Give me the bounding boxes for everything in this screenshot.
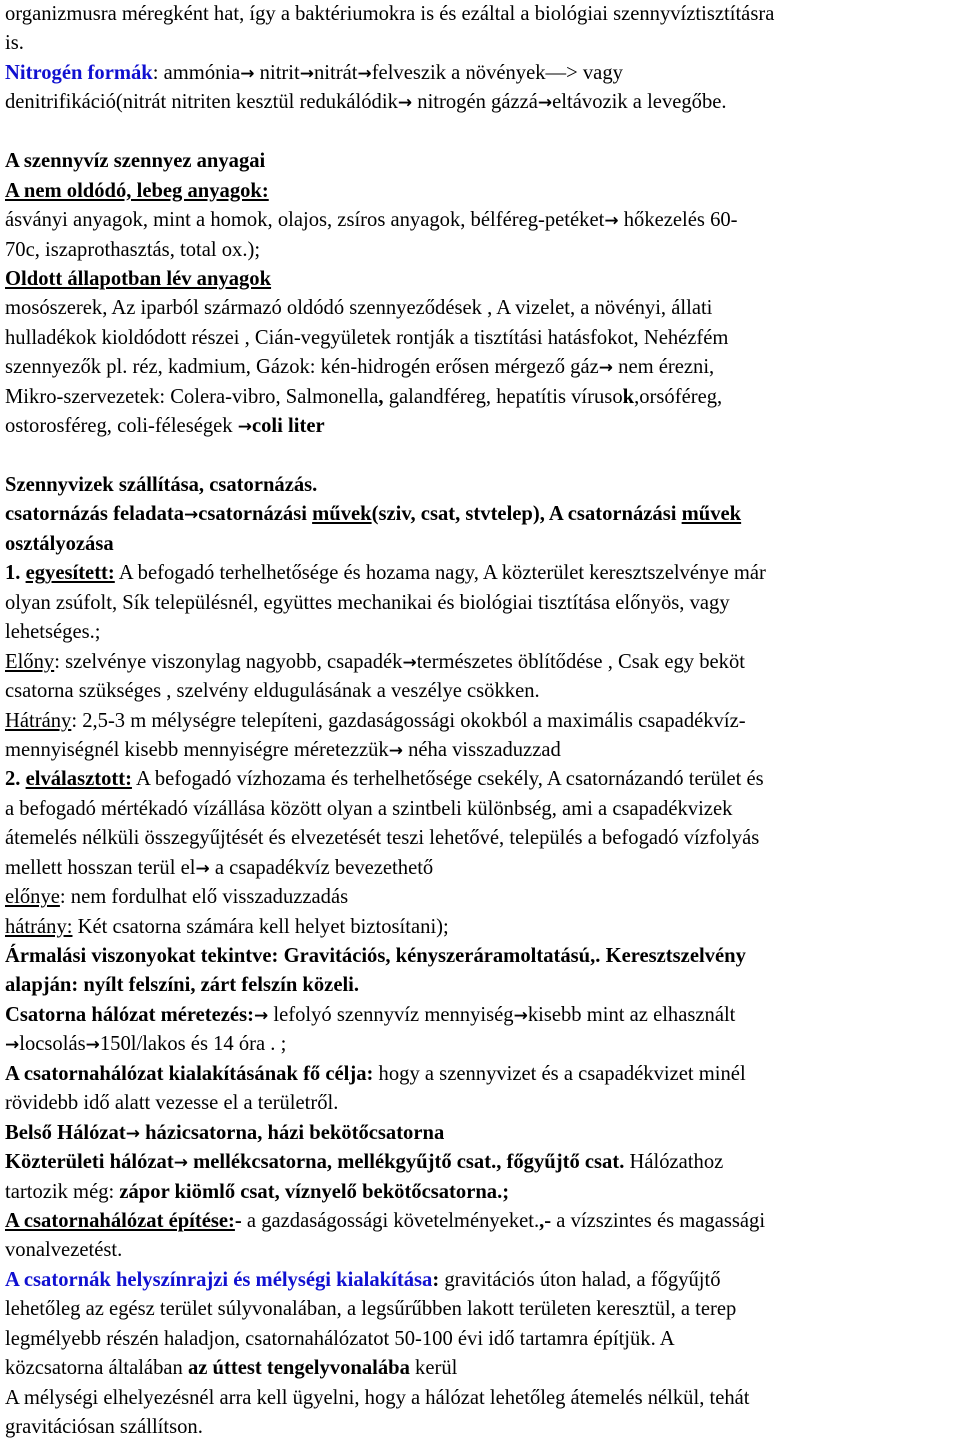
text-run: hátrány: (5, 915, 73, 938)
text-line (5, 177, 956, 206)
text-run: Közterületi hálózat (5, 1151, 174, 1174)
text-run: Szennyvizek szállítása, csatornázás. (5, 474, 318, 496)
blank-line (5, 442, 956, 471)
text-run: a gazdaságossági követelményeket. (241, 1209, 540, 1232)
text-line (5, 1325, 956, 1354)
text-line (5, 500, 956, 529)
text-run: eltávozik a levegőbe. (552, 91, 727, 114)
text-line (5, 913, 956, 942)
text-run: mellékcsatorna, mellékgyűjtő csat., főgyűjtő csat. (187, 1151, 625, 1174)
text-line (5, 648, 956, 677)
text-run: mosószerek, Az iparból származó oldódó szennyeződések , A vizelet, a növényi, állati (5, 297, 713, 320)
text-run: Hátrány (5, 709, 72, 732)
text-run: , (378, 385, 384, 408)
text-line (5, 1207, 956, 1236)
text-run: tartozik még: (5, 1180, 120, 1203)
text-run: : ammónia (152, 61, 241, 84)
text-run: A csatornák helyszínrajzi és mélységi kialakítása (5, 1268, 433, 1291)
text-run: házicsatorna, házi bekötőcsatorna (139, 1121, 445, 1144)
text-line (5, 1354, 956, 1383)
text-run: csatorna szükséges , szelvény eldugulásának a veszélye csökken. (5, 680, 540, 703)
text-line (5, 559, 956, 588)
text-line (5, 1178, 956, 1207)
text-run: felveszik a növények—> vagy (371, 61, 623, 84)
text-run: ,- (539, 1209, 552, 1232)
text-run: osztályozása (5, 532, 114, 555)
text-run: nitrit (254, 61, 300, 84)
text-run: coli liter (251, 415, 325, 438)
arrow-right-icon: → (240, 63, 255, 84)
text-line (5, 795, 956, 824)
text-run: legmélyebb részén haladjon, csatornahálózatot 50-100 évi idő tartamra építjük. A (5, 1327, 675, 1350)
text-run: szennyezők pl. réz, kadmium, Gázok: kén-hidrogén erősen mérgező gáz (5, 356, 599, 379)
arrow-right-icon: → (513, 1005, 528, 1026)
text-run: mellett hosszan terül el (5, 856, 196, 879)
text-run: gravitációs úton halad, a főgyűjtő (439, 1268, 721, 1291)
text-run: A mélységi elhelyezésnél arra kell ügyelni, hogy a hálózat lehetőleg átemelés nélkül, tehát (5, 1386, 750, 1409)
text-run: A nem oldódó, lebeg anyagok: (5, 179, 269, 202)
text-line (5, 707, 956, 736)
text-line (5, 1089, 956, 1118)
text-run: A szennyvíz szennyez anyagai (5, 150, 266, 173)
text-run: Csatorna hálózat méretezés: (5, 1003, 254, 1026)
text-line (5, 0, 956, 29)
text-run: rövidebb idő alatt vezesse el a területről. (5, 1092, 339, 1115)
text-run: lehetőleg az egész terület súlyvonalában, a legsűrűbben lakott területen keresztül, a terep (5, 1298, 737, 1321)
arrow-right-icon: → (253, 1005, 269, 1026)
text-run: galandféreg, hepatítis víruso (383, 385, 623, 408)
text-line (5, 1148, 956, 1177)
text-run: hulladékok kioldódott részei , Cián-vegyületek rontják a tisztítási hatásfokot, Nehézfém (5, 326, 729, 349)
text-line (5, 854, 956, 883)
text-run: művek (312, 503, 372, 526)
text-line (5, 59, 956, 88)
text-run: művek (681, 503, 742, 526)
text-run: Ármalási viszonyokat tekintve: Gravitációs, kényszeráramoltatású,. Keresztszelvény (5, 945, 746, 967)
text-line (5, 412, 956, 441)
text-run: kerül (409, 1357, 458, 1380)
text-line (5, 1295, 956, 1324)
text-run: ostorosféreg, coli-féleségek (5, 415, 238, 438)
text-line (5, 942, 956, 971)
text-run: Mikro-szervezetek: Colera-vibro, Salmonella (5, 385, 379, 408)
text-run: előnye (5, 886, 60, 909)
text-run: Belső Hálózat (5, 1121, 126, 1144)
text-line (5, 1413, 956, 1442)
text-line (5, 971, 956, 1000)
text-line (5, 471, 956, 500)
text-line (5, 324, 956, 353)
arrow-right-icon: → (397, 93, 413, 114)
text-line (5, 353, 956, 382)
arrow-right-icon: → (195, 858, 210, 879)
text-line (5, 206, 956, 235)
text-run: organizmusra méregként hat, így a baktériumokra is és ezáltal a biológiai szennyvíztisztításra (5, 3, 775, 25)
text-line (5, 88, 956, 117)
arrow-right-icon: → (184, 505, 199, 526)
text-run: Hálózathoz (624, 1151, 724, 1174)
text-run: ,orsóféreg, (634, 385, 723, 408)
text-run: olyan zsúfolt, Sík településnél, együttes mechanikai és biológiai tisztítása előnyös, vagy (5, 591, 730, 614)
text-run: A csatornahálózat kialakításának fő célja: (5, 1062, 374, 1085)
text-run: A befogadó terhelhetősége és hozama nagy, A közterület keresztszelvénye már (114, 562, 766, 585)
blank-line (5, 118, 956, 147)
text-run: egyesített: (25, 562, 115, 585)
text-run: alapján: nyílt felszíni, zárt felszín közeli. (5, 974, 360, 997)
arrow-right-icon: → (299, 63, 314, 84)
text-line (5, 29, 956, 58)
arrow-right-icon: → (237, 417, 252, 438)
text-run: közcsatorna általában (5, 1357, 188, 1380)
text-line (5, 265, 956, 294)
text-line (5, 1119, 956, 1148)
arrow-right-icon: → (604, 211, 619, 232)
text-run: az úttest tengelyvonalába (187, 1357, 410, 1380)
text-line (5, 236, 956, 265)
arrow-right-icon: → (5, 1035, 20, 1056)
text-line (5, 1266, 956, 1295)
arrow-right-icon: → (402, 652, 417, 673)
arrow-right-icon: → (125, 1123, 140, 1144)
text-run: - (234, 1209, 242, 1232)
text-run: 2. (5, 768, 26, 791)
text-run: hogy a szennyvizet és a csapadékvizet minél (373, 1062, 746, 1085)
text-run: 150l/lakos és 14 óra . ; (99, 1033, 287, 1056)
text-line (5, 1001, 956, 1030)
text-run: : nem fordulhat elő visszaduzzadás (59, 886, 349, 909)
text-line (5, 147, 956, 176)
text-run: : szelvénye viszonylag nagyobb, csapadék (54, 650, 403, 673)
text-line (5, 1060, 956, 1089)
text-run: is. (5, 32, 24, 55)
text-run: a befogadó mértékadó vízállása között olyan a szintbeli különbség, ami a csapadékvizek (5, 797, 733, 820)
text-run: zápor kiömlő csat, víznyelő bekötőcsatorna.; (119, 1180, 510, 1203)
arrow-right-icon: → (388, 740, 403, 761)
arrow-right-icon: → (598, 358, 613, 379)
text-run: 1. (5, 562, 26, 585)
text-run: néha visszaduzzad (402, 738, 561, 761)
text-line (5, 589, 956, 618)
text-run: ásványi anyagok, mint a homok, olajos, zsíros anyagok, bélféreg-petéket (5, 209, 605, 232)
text-run: Két csatorna számára kell helyet biztosítani); (72, 915, 449, 938)
text-run: locsolás (19, 1033, 86, 1056)
text-run: Oldott állapotban lév anyagok (5, 267, 272, 290)
text-run: Előny (5, 650, 55, 673)
text-run: nitrogén gázzá (412, 91, 538, 114)
text-run: : (432, 1268, 440, 1291)
text-run: a csapadékvíz bevezethető (209, 856, 434, 879)
text-line (5, 883, 956, 912)
text-run: 70c, iszaprothasztás, total ox.); (5, 238, 261, 261)
text-line (5, 1236, 956, 1265)
text-run: a vízszintes és magassági (551, 1209, 766, 1232)
text-run: elválasztott: (25, 768, 132, 791)
arrow-right-icon: → (357, 63, 372, 84)
text-run: : 2,5-3 m mélységre telepíteni, gazdaságossági okokból a maximális csapadékvíz- (71, 709, 746, 732)
text-run: Nitrogén formák (5, 61, 153, 84)
text-run: lehetséges.; (5, 621, 101, 644)
text-run: csatornázási (198, 503, 313, 526)
text-line (5, 383, 956, 412)
text-run: mennyiségnél kisebb mennyiségre méretezzük (5, 738, 389, 761)
text-run: A befogadó vízhozama és terhelhetősége csekély, A csatornázandó terület és (131, 768, 764, 791)
text-line (5, 824, 956, 853)
arrow-right-icon: → (173, 1153, 188, 1174)
text-run: lefolyó szennyvíz mennyiség (268, 1003, 514, 1026)
text-line (5, 1030, 956, 1059)
text-run: A csatornahálózat építése: (5, 1209, 235, 1232)
text-run: nem érezni, (613, 356, 715, 379)
text-run: gravitációsan szállítson. (5, 1416, 203, 1438)
text-run: vonalvezetést. (5, 1239, 123, 1262)
text-run: hőkezelés 60- (618, 209, 738, 232)
text-line (5, 530, 956, 559)
text-run: k (622, 385, 635, 408)
text-run: természetes öblítődése , Csak egy beköt (416, 650, 745, 673)
text-run: nitrát (313, 61, 358, 84)
text-run: denitrifikáció(nitrát nitriten kesztül redukálódik (5, 91, 398, 114)
text-line (5, 765, 956, 794)
text-run: átemelés nélküli összegyűjtését és elvezetését teszi lehetővé, település a befogadó vízfolyás (5, 827, 760, 850)
text-run: (sziv, csat, stvtelep), A csatornázási (371, 503, 682, 526)
arrow-right-icon: → (537, 93, 553, 114)
text-run: kisebb mint az elhasznált (527, 1003, 736, 1026)
arrow-right-icon: → (85, 1035, 100, 1056)
text-line (5, 1384, 956, 1413)
text-line (5, 618, 956, 647)
text-line (5, 736, 956, 765)
text-run: csatornázás feladata (5, 503, 185, 526)
text-line (5, 294, 956, 323)
text-line (5, 677, 956, 706)
